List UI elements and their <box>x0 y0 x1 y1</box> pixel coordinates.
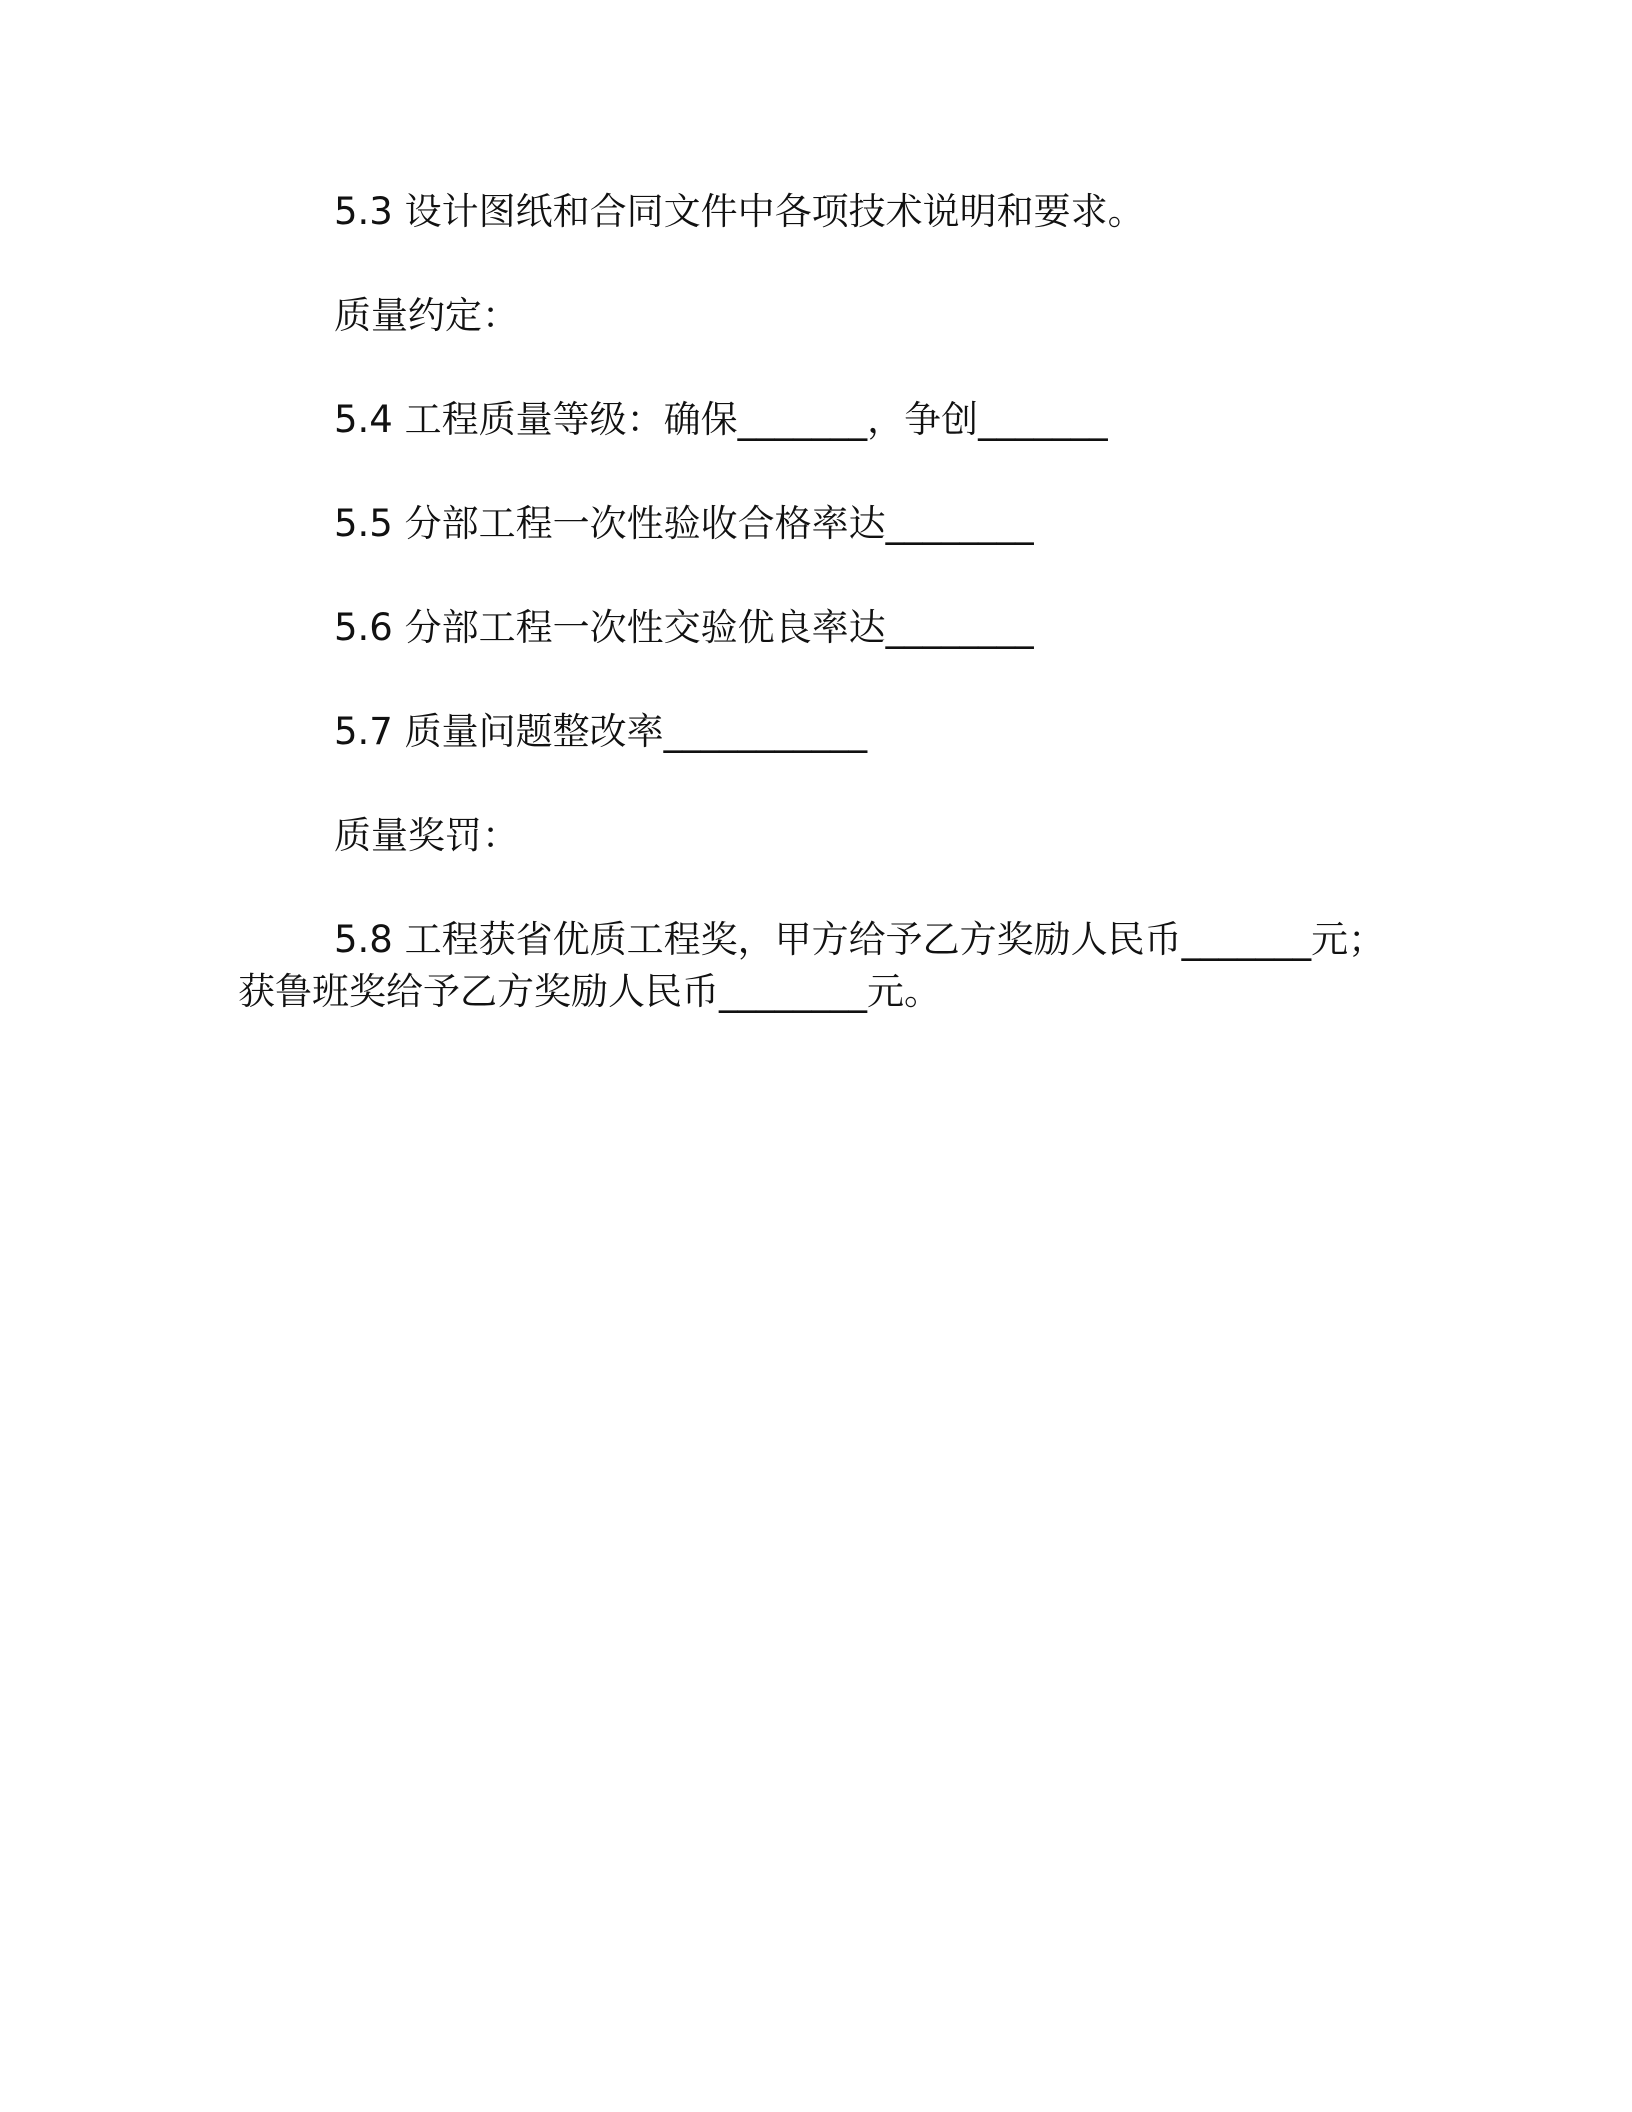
document-body <box>238 186 1418 1018</box>
clause-5-4: 5.4 工程质量等级：确保_______，争创_______ <box>334 398 1108 441</box>
clause-5-8: 5.8 工程获省优质工程奖，甲方给予乙方奖励人民币_______元；获鲁班奖给予乙方奖励人民币________元。 <box>238 918 1386 1013</box>
section-heading-quality-agreement: 质量约定： <box>334 294 519 337</box>
clause-5-7: 5.7 质量问题整改率___________ <box>334 710 868 753</box>
clause-5-6: 5.6 分部工程一次性交验优良率达________ <box>334 606 1034 649</box>
section-heading-quality-rewards-penalties: 质量奖罚： <box>334 814 519 857</box>
clause-5-3: 5.3 设计图纸和合同文件中各项技术说明和要求。 <box>334 190 1145 233</box>
clause-5-5: 5.5 分部工程一次性验收合格率达________ <box>334 502 1034 545</box>
